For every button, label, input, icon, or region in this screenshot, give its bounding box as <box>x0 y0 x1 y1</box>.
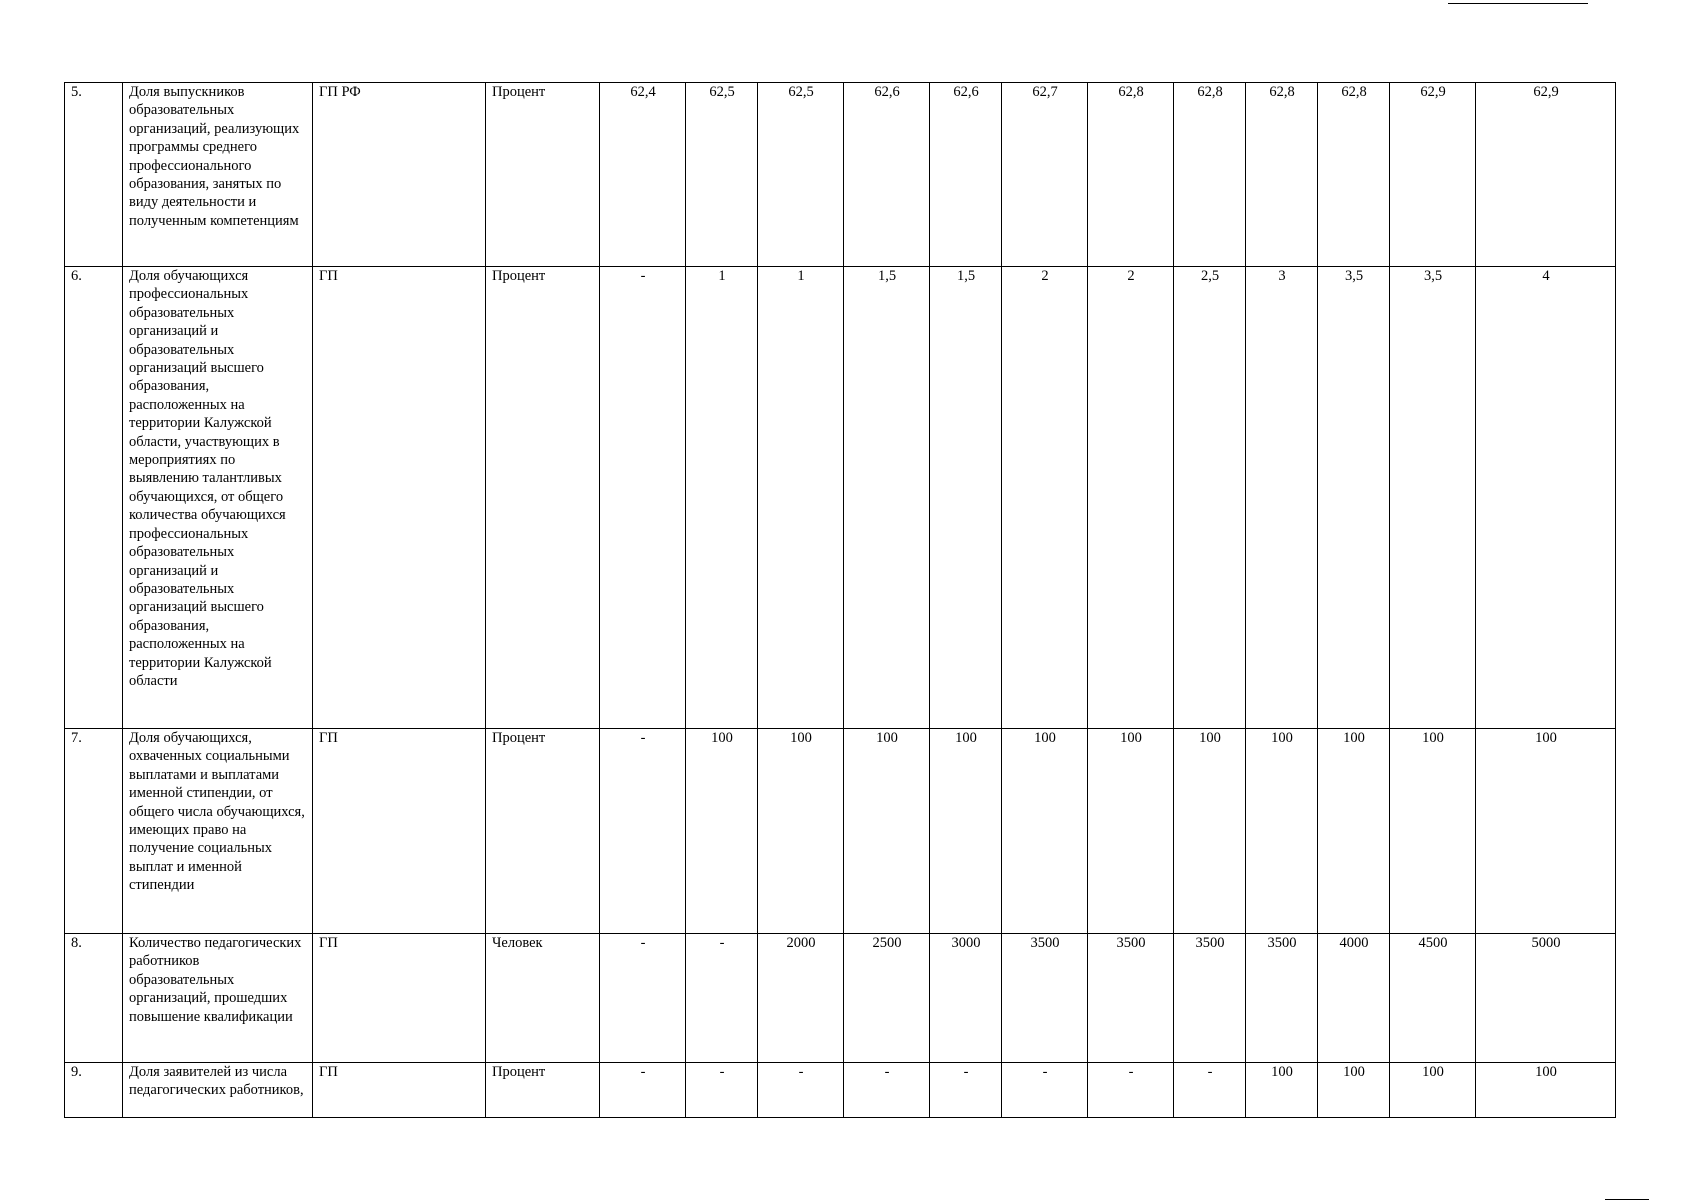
value-cell: 62,8 <box>1174 83 1246 267</box>
indicator-unit: Процент <box>486 267 600 729</box>
value-cell: 62,8 <box>1318 83 1390 267</box>
value-cell: - <box>600 934 686 1063</box>
value-cell: 3500 <box>1002 934 1088 1063</box>
value-cell: 1 <box>758 267 844 729</box>
table-row <box>65 267 1616 729</box>
row-number: 7. <box>65 729 123 934</box>
indicator-name: Количество педагогических работников образовательных организаций, прошедших повышение квалификации <box>123 934 313 1063</box>
indicator-source: ГП <box>313 729 486 934</box>
value-cell: 100 <box>844 729 930 934</box>
value-cell: 3500 <box>1246 934 1318 1063</box>
table-row <box>65 1063 1616 1118</box>
indicator-unit: Процент <box>486 83 600 267</box>
value-cell: 3500 <box>1088 934 1174 1063</box>
row-number: 5. <box>65 83 123 267</box>
value-cell: 100 <box>1246 729 1318 934</box>
value-cell: - <box>844 1063 930 1118</box>
indicator-unit: Процент <box>486 1063 600 1118</box>
value-cell: 100 <box>1390 1063 1476 1118</box>
value-cell: 62,8 <box>1088 83 1174 267</box>
table-row <box>65 934 1616 1063</box>
value-cell: - <box>600 1063 686 1118</box>
value-cell: 5000 <box>1476 934 1616 1063</box>
indicator-source: ГП <box>313 267 486 729</box>
row-number: 6. <box>65 267 123 729</box>
value-cell: 2000 <box>758 934 844 1063</box>
value-cell: 2 <box>1088 267 1174 729</box>
value-cell: 3000 <box>930 934 1002 1063</box>
value-cell: 2500 <box>844 934 930 1063</box>
indicator-name: Доля выпускников образовательных организаций, реализующих программы среднего профессионального образования, занятых по виду деятельности и полученным компетенциям <box>123 83 313 267</box>
value-cell: 100 <box>930 729 1002 934</box>
value-cell: 100 <box>1246 1063 1318 1118</box>
value-cell: 62,7 <box>1002 83 1088 267</box>
value-cell: 100 <box>1476 1063 1616 1118</box>
value-cell: - <box>600 729 686 934</box>
value-cell: 100 <box>758 729 844 934</box>
value-cell: - <box>1088 1063 1174 1118</box>
value-cell: 100 <box>686 729 758 934</box>
value-cell: - <box>930 1063 1002 1118</box>
value-cell: 1,5 <box>844 267 930 729</box>
value-cell: 1,5 <box>930 267 1002 729</box>
value-cell: 3,5 <box>1318 267 1390 729</box>
row-number: 8. <box>65 934 123 1063</box>
value-cell: 62,4 <box>600 83 686 267</box>
value-cell: 4000 <box>1318 934 1390 1063</box>
value-cell: 100 <box>1174 729 1246 934</box>
value-cell: 4500 <box>1390 934 1476 1063</box>
value-cell: - <box>1174 1063 1246 1118</box>
indicator-name: Доля заявителей из числа педагогических работников, <box>123 1063 313 1118</box>
value-cell: 1 <box>686 267 758 729</box>
indicator-source: ГП <box>313 934 486 1063</box>
value-cell: 2 <box>1002 267 1088 729</box>
value-cell: 3,5 <box>1390 267 1476 729</box>
value-cell: 100 <box>1318 1063 1390 1118</box>
value-cell: 62,5 <box>686 83 758 267</box>
value-cell: 62,9 <box>1476 83 1616 267</box>
value-cell: 3 <box>1246 267 1318 729</box>
table-row <box>65 83 1616 267</box>
value-cell: 4 <box>1476 267 1616 729</box>
value-cell: 100 <box>1088 729 1174 934</box>
value-cell: 62,9 <box>1390 83 1476 267</box>
top-edge-rule <box>1448 3 1588 4</box>
value-cell: 2,5 <box>1174 267 1246 729</box>
indicator-unit: Человек <box>486 934 600 1063</box>
value-cell: - <box>1002 1063 1088 1118</box>
table-row <box>65 729 1616 934</box>
value-cell: 62,5 <box>758 83 844 267</box>
indicator-name: Доля обучающихся профессиональных образовательных организаций и образовательных организаций высшего образования, расположенных на территории Калужской области, участвующих в мероприятиях по выявлению талантливых обучающихся, от общего количества обучающихся профессиональных образовательных организаций и образовательных организаций высшего образования, расположенных на территории Калужской области <box>123 267 313 729</box>
indicator-source: ГП РФ <box>313 83 486 267</box>
value-cell: - <box>758 1063 844 1118</box>
value-cell: 100 <box>1002 729 1088 934</box>
value-cell: 100 <box>1476 729 1616 934</box>
value-cell: - <box>686 934 758 1063</box>
indicators-table <box>64 82 1616 1118</box>
value-cell: 3500 <box>1174 934 1246 1063</box>
indicator-unit: Процент <box>486 729 600 934</box>
value-cell: 62,6 <box>844 83 930 267</box>
value-cell: 100 <box>1318 729 1390 934</box>
value-cell: 100 <box>1390 729 1476 934</box>
value-cell: - <box>686 1063 758 1118</box>
value-cell: 62,6 <box>930 83 1002 267</box>
value-cell: - <box>600 267 686 729</box>
indicator-source: ГП <box>313 1063 486 1118</box>
value-cell: 62,8 <box>1246 83 1318 267</box>
indicator-name: Доля обучающихся, охваченных социальными выплатами и выплатами именной стипендии, от общего числа обучающихся, имеющих право на получение социальных выплат и именной стипендии <box>123 729 313 934</box>
row-number: 9. <box>65 1063 123 1118</box>
